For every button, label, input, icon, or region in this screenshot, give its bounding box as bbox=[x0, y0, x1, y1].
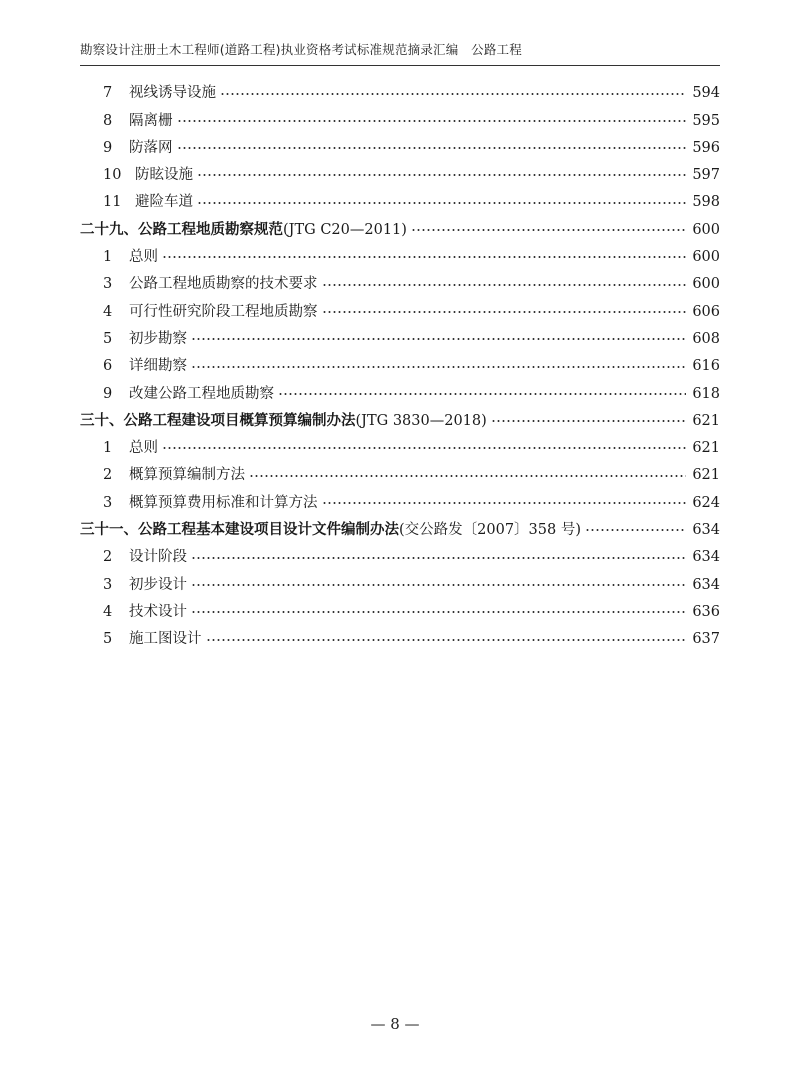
toc-chapter-code: (JTG C20—2011) bbox=[283, 221, 407, 238]
toc-entry-title: 防落网 bbox=[129, 139, 173, 156]
toc-section-entry[interactable] bbox=[103, 435, 720, 462]
toc-entry-title: 总则 bbox=[129, 440, 158, 457]
toc-section-entry[interactable] bbox=[103, 107, 720, 134]
toc-entry-number: 8 bbox=[103, 112, 113, 129]
toc-entry-page: 596 bbox=[692, 139, 720, 156]
dot-leader bbox=[322, 501, 687, 505]
dot-leader bbox=[206, 638, 687, 642]
toc-entry-title: 改建公路工程地质勘察 bbox=[129, 385, 274, 402]
toc-entry-number: 9 bbox=[103, 385, 113, 402]
toc-section-entry[interactable] bbox=[103, 271, 720, 298]
toc-entry-number: 4 bbox=[103, 303, 113, 320]
dot-leader bbox=[177, 119, 687, 123]
toc-entry-title: 防眩设施 bbox=[135, 167, 193, 184]
toc-entry-number: 5 bbox=[103, 631, 113, 648]
toc-section-entry[interactable] bbox=[103, 626, 720, 653]
dot-leader bbox=[585, 528, 686, 532]
dot-leader bbox=[191, 337, 686, 341]
toc-section-entry[interactable] bbox=[103, 462, 720, 489]
toc-entry-title: 初步设计 bbox=[129, 576, 187, 593]
toc-entry-page: 600 bbox=[692, 249, 720, 266]
toc-entry-number: 2 bbox=[103, 467, 113, 484]
toc-chapter-title bbox=[80, 523, 581, 538]
dot-leader bbox=[322, 310, 687, 314]
toc-entry-page: 595 bbox=[692, 112, 720, 129]
dot-leader bbox=[177, 146, 687, 150]
toc-entry-page: 636 bbox=[692, 603, 720, 620]
toc-section-entry[interactable] bbox=[103, 490, 720, 517]
dot-leader bbox=[220, 92, 686, 96]
running-header: 勘察设计注册土木工程师(道路工程)执业资格考试标准规范摘录汇编 公路工程 bbox=[80, 42, 522, 57]
toc-entry-title: 视线诱导设施 bbox=[129, 85, 216, 102]
toc-entry-page: 597 bbox=[692, 167, 720, 184]
dot-leader bbox=[197, 201, 686, 205]
toc-entry-page: 634 bbox=[692, 522, 720, 539]
toc-entry-title: 设计阶段 bbox=[129, 549, 187, 566]
toc-entry-title: 技术设计 bbox=[129, 603, 187, 620]
toc-entry-number: 10 bbox=[103, 167, 122, 184]
dot-leader bbox=[162, 446, 686, 450]
dot-leader bbox=[191, 365, 686, 369]
header-rule bbox=[80, 65, 720, 66]
toc-section-entry[interactable] bbox=[103, 353, 720, 380]
toc-entry-number: 2 bbox=[103, 549, 113, 566]
toc-section-entry[interactable] bbox=[103, 162, 720, 189]
toc-entry-number: 1 bbox=[103, 249, 113, 266]
toc-entry-page: 600 bbox=[692, 221, 720, 238]
toc-chapter-name: 三十、公路工程建设项目概算预算编制办法 bbox=[80, 411, 356, 429]
dot-leader bbox=[322, 283, 687, 287]
toc-chapter-name: 三十一、公路工程基本建设项目设计文件编制办法 bbox=[80, 521, 399, 539]
toc-chapter-code: (交公路发〔2007〕358 号) bbox=[399, 522, 581, 539]
toc-section-entry[interactable] bbox=[103, 544, 720, 571]
toc-entry-title: 概算预算编制方法 bbox=[129, 467, 245, 484]
toc-entry-number: 11 bbox=[103, 194, 122, 211]
toc-entry-title: 初步勘察 bbox=[129, 330, 187, 347]
toc-entry-page: 600 bbox=[692, 276, 720, 293]
toc-entry-page: 618 bbox=[692, 385, 720, 402]
toc-chapter-code: (JTG 3830—2018) bbox=[355, 412, 487, 429]
toc-entry-title: 避险车道 bbox=[135, 194, 193, 211]
toc-entry-number: 6 bbox=[103, 358, 113, 375]
dot-leader bbox=[197, 173, 686, 177]
toc-chapter-entry[interactable] bbox=[80, 517, 720, 544]
toc-entry-number: 9 bbox=[103, 139, 113, 156]
toc-entry-title: 公路工程地质勘察的技术要求 bbox=[129, 276, 318, 293]
toc-chapter-title bbox=[80, 411, 487, 429]
dot-leader bbox=[249, 474, 686, 478]
dot-leader bbox=[278, 392, 686, 396]
toc-chapter-name: 二十九、公路工程地质勘察规范 bbox=[80, 220, 283, 238]
toc-entry-page: 621 bbox=[692, 467, 720, 484]
toc-entry-title: 施工图设计 bbox=[129, 631, 202, 648]
toc-section-entry[interactable] bbox=[103, 599, 720, 626]
toc-chapter-entry[interactable] bbox=[80, 217, 720, 244]
dot-leader bbox=[191, 556, 686, 560]
toc-entry-number: 7 bbox=[103, 85, 113, 102]
toc-entry-title: 概算预算费用标准和计算方法 bbox=[129, 494, 318, 511]
toc-entry-page: 621 bbox=[692, 440, 720, 457]
toc-section-entry[interactable] bbox=[103, 326, 720, 353]
toc-entry-page: 624 bbox=[692, 494, 720, 511]
toc-entry-title: 详细勘察 bbox=[129, 358, 187, 375]
dot-leader bbox=[191, 610, 686, 614]
toc-entry-number: 3 bbox=[103, 494, 113, 511]
toc-entry-number: 4 bbox=[103, 603, 113, 620]
toc-section-entry[interactable] bbox=[103, 135, 720, 162]
toc-entry-page: 598 bbox=[692, 194, 720, 211]
toc-section-entry[interactable] bbox=[103, 298, 720, 325]
toc-chapter-entry[interactable] bbox=[80, 408, 720, 435]
toc-entry-number: 3 bbox=[103, 276, 113, 293]
page-number: — 8 — bbox=[370, 1015, 420, 1033]
toc-entry-page: 606 bbox=[692, 303, 720, 320]
dot-leader bbox=[191, 583, 686, 587]
toc-entry-page: 608 bbox=[692, 330, 720, 347]
dot-leader bbox=[491, 419, 687, 423]
toc-entry-number: 3 bbox=[103, 576, 113, 593]
toc-entry-title: 隔离栅 bbox=[129, 112, 173, 129]
dot-leader bbox=[162, 255, 686, 259]
toc-section-entry[interactable] bbox=[103, 380, 720, 407]
toc-entry-page: 616 bbox=[692, 358, 720, 375]
toc-entry-number: 5 bbox=[103, 330, 113, 347]
dot-leader bbox=[411, 228, 686, 232]
toc-entry-page: 634 bbox=[692, 549, 720, 566]
toc-section-entry[interactable] bbox=[103, 571, 720, 598]
toc-entry-title: 可行性研究阶段工程地质勘察 bbox=[129, 303, 318, 320]
toc-entry-page: 637 bbox=[692, 631, 720, 648]
toc-entry-number: 1 bbox=[103, 440, 113, 457]
toc-entry-title: 总则 bbox=[129, 249, 158, 266]
toc-entry-page: 594 bbox=[692, 85, 720, 102]
toc-section-entry[interactable] bbox=[103, 80, 720, 107]
toc-section-entry[interactable] bbox=[103, 244, 720, 271]
toc-entry-page: 634 bbox=[692, 576, 720, 593]
toc-section-entry[interactable] bbox=[103, 189, 720, 216]
toc-chapter-title bbox=[80, 220, 407, 238]
toc-entry-page: 621 bbox=[692, 412, 720, 429]
